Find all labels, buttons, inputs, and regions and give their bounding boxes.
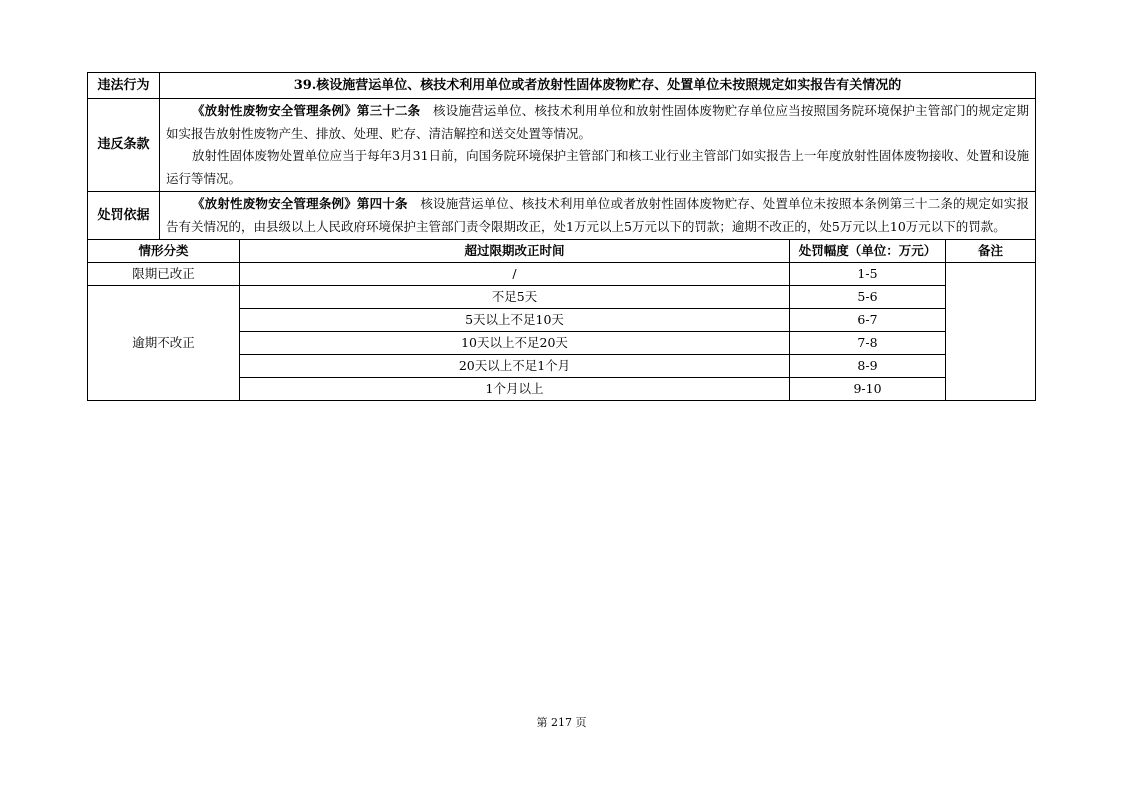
overdue-cell: 10天以上不足20天 xyxy=(240,332,790,355)
violation-paragraph-1 xyxy=(166,100,1029,145)
penalty-basis xyxy=(160,192,1036,240)
range-cell: 8-9 xyxy=(790,355,946,378)
overdue-cell: 1个月以上 xyxy=(240,378,790,401)
table-row xyxy=(88,263,1036,286)
violation-paragraph-2: 放射性固体废物处置单位应当于每年3月31日前，向国务院环境保护主管部门和核工业行业主管部门如实报告上一年度放射性固体废物接收、处置和设施运行等情况。 xyxy=(166,148,1029,186)
overdue-cell: 5天以上不足10天 xyxy=(240,309,790,332)
behavior-label: 违法行为 xyxy=(88,73,160,99)
penalty-label: 处罚依据 xyxy=(88,192,160,240)
violation-row xyxy=(88,99,1036,192)
range-cell: 7-8 xyxy=(790,332,946,355)
header-category: 情形分类 xyxy=(88,240,240,263)
category-corrected: 限期已改正 xyxy=(88,263,240,286)
header-range: 处罚幅度（单位：万元） xyxy=(790,240,946,263)
note-cell xyxy=(946,263,1036,401)
range-cell: 1-5 xyxy=(790,263,946,286)
range-cell: 9-10 xyxy=(790,378,946,401)
violation-text-1: 核设施营运单位、核技术利用单位和放射性固体废物贮存单位应当按照国务院环境保护主管部门的规定定期如实报告放射性废物产生、排放、处理、贮存、清洁解控和送交处置等情况。 xyxy=(166,103,1029,141)
penalty-regulation-ref: 《放射性废物安全管理条例》第四十条 xyxy=(192,196,408,211)
overdue-cell: 20天以上不足1个月 xyxy=(240,355,790,378)
range-cell: 5-6 xyxy=(790,286,946,309)
page-number: 第 217 页 xyxy=(536,716,587,729)
violation-label: 违反条款 xyxy=(88,99,160,192)
penalty-text-1: 核设施营运单位、核技术利用单位或者放射性固体废物贮存、处置单位未按照本条例第三十二条的规定如实报告有关情况的，由县级以上人民政府环境保护主管部门责令限期改正，处1万元以上5万元以下的罚款；逾期不改正的，处5万元以上10万元以下的罚款。 xyxy=(166,196,1029,234)
behavior-title: 39.核设施营运单位、核技术利用单位或者放射性固体废物贮存、处置单位未按照规定如实报告有关情况的 xyxy=(160,73,1036,99)
penalty-row xyxy=(88,192,1036,240)
category-overdue: 逾期不改正 xyxy=(88,286,240,401)
overdue-cell: 不足5天 xyxy=(240,286,790,309)
header-overdue: 超过限期改正时间 xyxy=(240,240,790,263)
regulation-sheet xyxy=(87,72,1035,401)
range-cell: 6-7 xyxy=(790,309,946,332)
regulation-table xyxy=(87,72,1036,401)
header-note: 备注 xyxy=(946,240,1036,263)
violation-regulation-ref: 《放射性废物安全管理条例》第三十二条 xyxy=(192,103,421,118)
penalty-paragraph-1 xyxy=(166,193,1029,238)
grid-header-row xyxy=(88,240,1036,263)
overdue-cell: / xyxy=(240,263,790,286)
violation-clause xyxy=(160,99,1036,192)
behavior-row xyxy=(88,73,1036,99)
table-row xyxy=(88,286,1036,309)
